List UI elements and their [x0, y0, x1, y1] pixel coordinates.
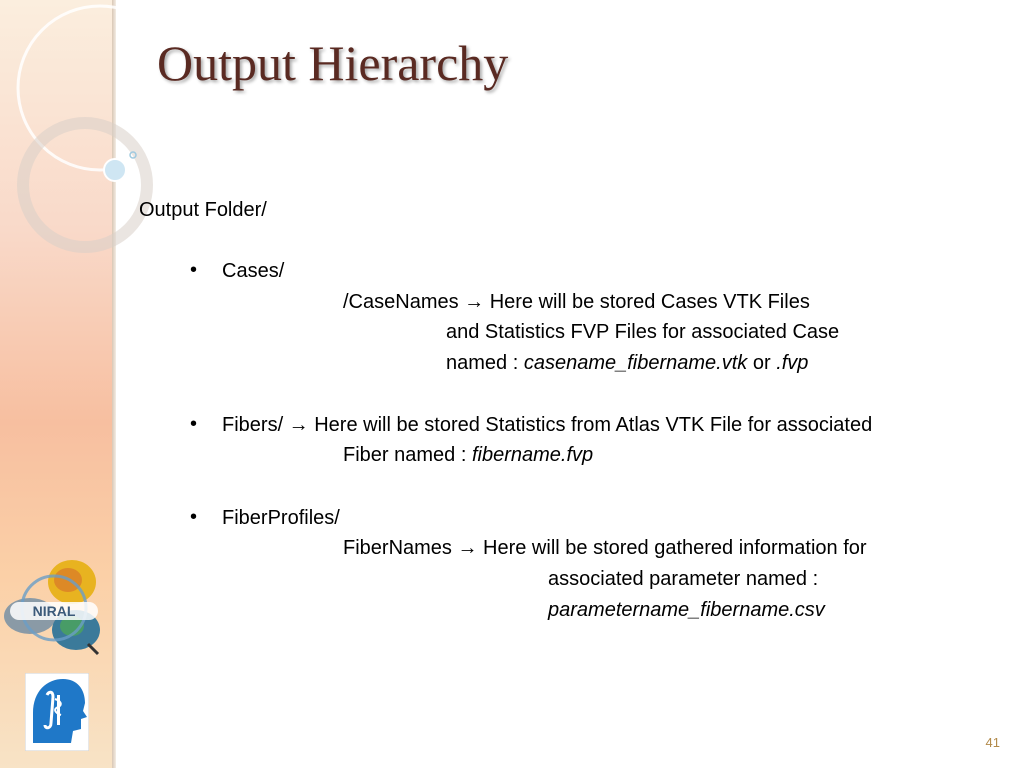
fibers-file-name: fibername.fvp	[471, 444, 594, 466]
bullet-fiber-profiles: •	[190, 506, 198, 528]
slicer-logo	[25, 673, 89, 751]
cases-line-3-prefix: named :	[446, 352, 524, 374]
page-number: 41	[985, 735, 1000, 750]
cases-or: or	[747, 352, 777, 374]
fiber-profiles-file-name: parametername_fibername.csv	[548, 599, 825, 621]
slide-title: Output Hierarchy	[157, 35, 509, 91]
fiber-profiles-line-1: FiberNames → Here will be stored gathered information for	[343, 537, 867, 559]
fibers-line-2	[343, 443, 593, 467]
cases-line-2: and Statistics FVP Files for associated Case	[446, 321, 840, 343]
cases-file-name: casename_fibername.vtk	[523, 352, 748, 374]
cases-line-3	[446, 351, 808, 375]
fiber-profiles-label: FiberProfiles/	[222, 507, 340, 529]
bullet-fibers: •	[190, 413, 198, 435]
decorative-circles	[0, 0, 160, 260]
cases-label: Cases/	[222, 260, 285, 282]
cases-line-1: /CaseNames → Here will be stored Cases VTK Files	[343, 291, 810, 313]
niral-logo	[2, 556, 108, 660]
fibers-line-2-prefix: Fiber named :	[343, 444, 472, 466]
cases-file-ext: .fvp	[776, 352, 809, 374]
fibers-label: Fibers/ → Here will be stored Statistics from Atlas VTK File for associated	[222, 414, 873, 436]
output-folder-label: Output Folder/	[139, 199, 267, 221]
niral-logo-text: NIRAL	[32, 603, 76, 619]
fiber-profiles-line-2: associated parameter named :	[548, 568, 819, 590]
bullet-cases: •	[190, 259, 198, 281]
